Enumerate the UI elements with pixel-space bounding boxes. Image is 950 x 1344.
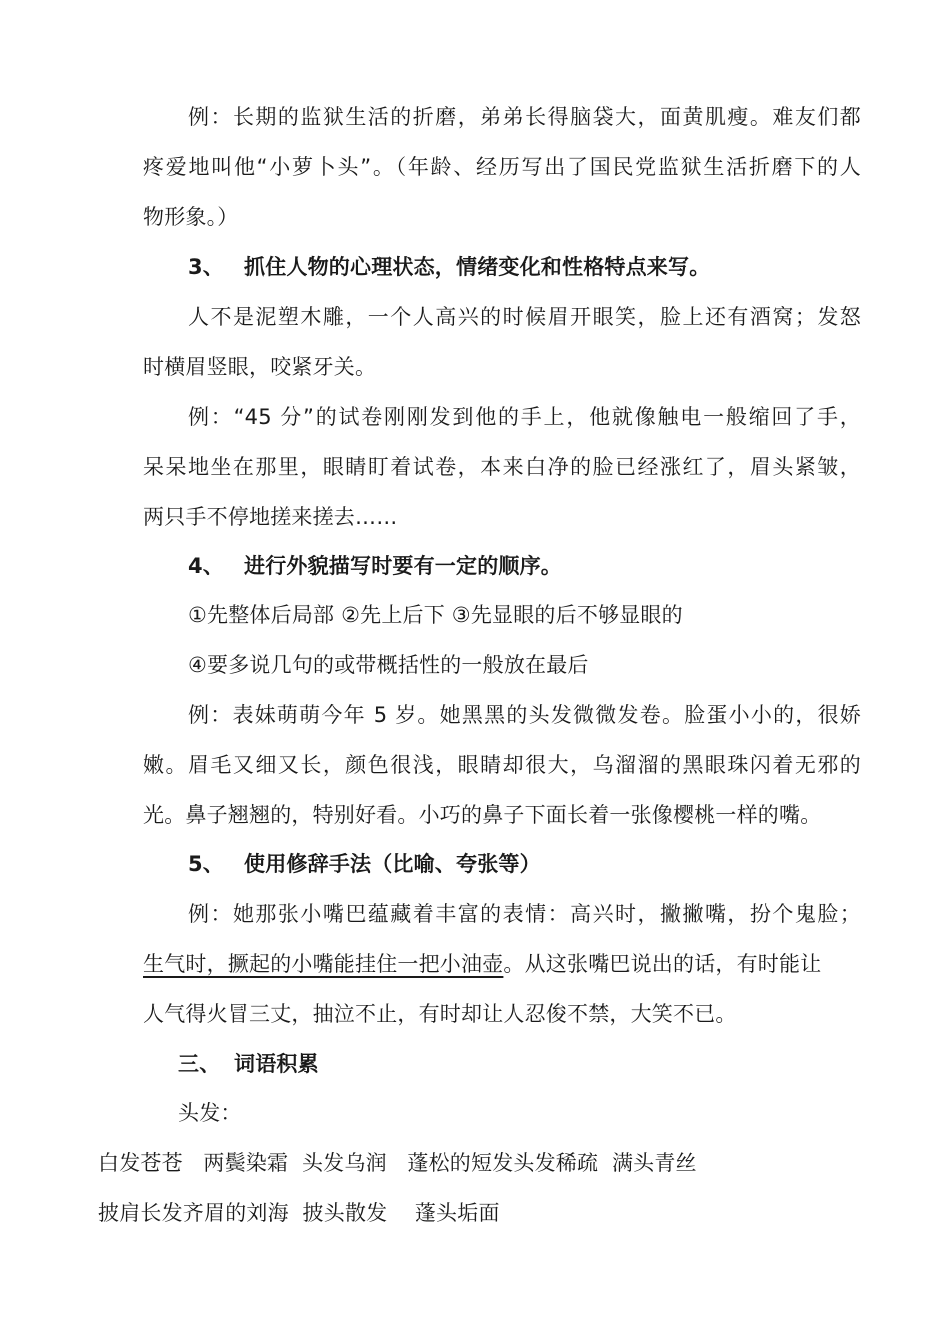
paragraph-text: 。从这张嘴巴说出的话，有时能让 bbox=[503, 952, 822, 976]
section-heading-5 bbox=[188, 849, 541, 879]
paragraph-line: 两只手不停地搓来搓去…… bbox=[143, 505, 398, 529]
paragraph-line: 人不是泥塑木雕，一个人高兴的时候眉开眼笑，脸上还有酒窝；发怒 bbox=[188, 305, 861, 329]
paragraph-line: 例：她那张小嘴巴蕴藏着丰富的表情：高兴时，撇撇嘴，扮个鬼脸； bbox=[188, 902, 861, 926]
vocab-line: 披肩长发齐眉的刘海 披头散发 蓬头垢面 bbox=[98, 1201, 500, 1225]
paragraph-line: 疼爱地叫他“小萝卜头”。（年龄、经历写出了国民党监狱生活折磨下的人 bbox=[143, 155, 861, 179]
paragraph-line: 呆呆地坐在那里，眼睛盯着试卷，本来白净的脸已经涨红了，眉头紧皱， bbox=[143, 455, 861, 479]
paragraph-line: 光。鼻子翘翘的，特别好看。小巧的鼻子下面长着一张像樱桃一样的嘴。 bbox=[143, 803, 822, 827]
underlined-phrase: 生气时，撅起的小嘴能挂住一把小油壶 bbox=[143, 952, 504, 976]
section-heading-4 bbox=[188, 551, 562, 581]
paragraph-line: 例：“45 分”的试卷刚刚发到他的手上，他就像触电一般缩回了手， bbox=[188, 405, 861, 429]
section-title: 进行外貌描写时要有一定的顺序。 bbox=[244, 554, 562, 578]
paragraph-line: 嫩。眉毛又细又长，颜色很浅，眼睛却很大，乌溜溜的黑眼珠闪着无邪的 bbox=[143, 753, 861, 777]
section-heading-3 bbox=[188, 252, 710, 282]
paragraph-line: 例：长期的监狱生活的折磨，弟弟长得脑袋大，面黄肌瘦。难友们都 bbox=[188, 105, 861, 129]
list-line: ①先整体后局部 ②先上后下 ③先显眼的后不够显眼的 bbox=[188, 603, 683, 627]
list-line: ④要多说几句的或带概括性的一般放在最后 bbox=[188, 653, 589, 677]
section-title: 使用修辞手法（比喻、夸张等） bbox=[244, 852, 541, 876]
paragraph-line bbox=[143, 949, 821, 979]
section-number: 3、 bbox=[188, 255, 225, 279]
section-number: 三、 bbox=[178, 1052, 221, 1076]
vocab-line: 白发苍苍 两鬓染霜 头发乌润 蓬松的短发头发稀疏 满头青丝 bbox=[98, 1151, 697, 1175]
paragraph-line: 物形象。） bbox=[143, 205, 239, 229]
paragraph-line: 时横眉竖眼，咬紧牙关。 bbox=[143, 355, 377, 379]
paragraph-line: 例：表妹萌萌今年 5 岁。她黑黑的头发微微发卷。脸蛋小小的，很娇 bbox=[188, 703, 861, 727]
section-number: 5、 bbox=[188, 852, 225, 876]
section-title: 抓住人物的心理状态，情绪变化和性格特点来写。 bbox=[244, 255, 711, 279]
category-label: 头发： bbox=[178, 1101, 242, 1125]
paragraph-line: 人气得火冒三丈，抽泣不止，有时却让人忍俊不禁，大笑不已。 bbox=[143, 1002, 737, 1026]
section-title: 词语积累 bbox=[234, 1052, 319, 1076]
section-number: 4、 bbox=[188, 554, 225, 578]
section-heading-vocab bbox=[178, 1049, 319, 1079]
